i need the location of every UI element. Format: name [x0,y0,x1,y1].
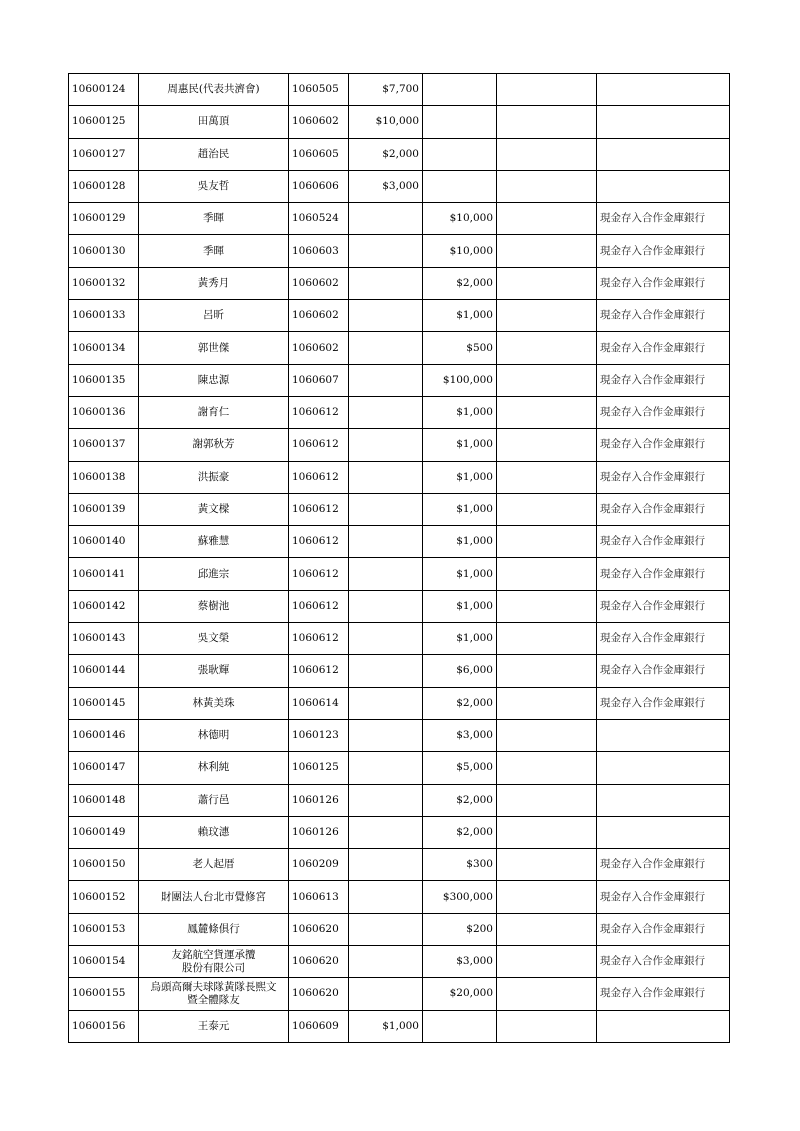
amount-cell [349,429,423,461]
blank-cell [497,655,597,687]
amount-cell [349,719,423,751]
donor-name-cell: 賴玟潓 [139,816,289,848]
amount-deposit-cell: $300,000 [423,881,497,913]
amount-deposit-cell: $1,000 [423,526,497,558]
date-cell: 1060612 [289,526,349,558]
receipt-number-cell: 10600136 [69,396,139,428]
amount-deposit-cell: $6,000 [423,655,497,687]
remark-cell [597,784,730,816]
amount-cell [349,203,423,235]
table-row [69,913,730,945]
amount-deposit-cell [423,170,497,202]
date-cell: 1060505 [289,74,349,106]
donor-name-cell: 洪振豪 [139,461,289,493]
donor-name-cell: 林德明 [139,719,289,751]
receipt-number-cell: 10600130 [69,235,139,267]
remark-cell: 現金存入合作金庫銀行 [597,493,730,525]
blank-cell [497,946,597,978]
table-row [69,364,730,396]
remark-cell [597,106,730,138]
receipt-number-cell: 10600143 [69,623,139,655]
blank-cell [497,396,597,428]
amount-deposit-cell: $2,000 [423,816,497,848]
amount-cell: $10,000 [349,106,423,138]
amount-deposit-cell: $3,000 [423,719,497,751]
receipt-number-cell: 10600140 [69,526,139,558]
amount-cell [349,493,423,525]
table-row [69,978,730,1010]
remark-cell: 現金存入合作金庫銀行 [597,526,730,558]
remark-cell: 現金存入合作金庫銀行 [597,881,730,913]
blank-cell [497,849,597,881]
amount-deposit-cell: $10,000 [423,203,497,235]
amount-deposit-cell: $1,000 [423,300,497,332]
blank-cell [497,429,597,461]
date-cell: 1060524 [289,203,349,235]
donor-name-cell: 王泰元 [139,1010,289,1042]
amount-cell [349,396,423,428]
amount-cell [349,300,423,332]
remark-cell: 現金存入合作金庫銀行 [597,913,730,945]
receipt-number-cell: 10600146 [69,719,139,751]
amount-deposit-cell: $3,000 [423,946,497,978]
remark-cell [597,816,730,848]
table-row [69,461,730,493]
table-row [69,623,730,655]
donor-name-cell: 林黃美珠 [139,687,289,719]
date-cell: 1060602 [289,332,349,364]
remark-cell [597,719,730,751]
table-row [69,106,730,138]
amount-deposit-cell: $1,000 [423,493,497,525]
amount-cell [349,364,423,396]
amount-cell [349,849,423,881]
date-cell: 1060612 [289,590,349,622]
receipt-number-cell: 10600137 [69,429,139,461]
receipt-number-cell: 10600129 [69,203,139,235]
remark-cell: 現金存入合作金庫銀行 [597,978,730,1010]
amount-cell [349,784,423,816]
donor-name-cell: 烏頭高爾夫球隊黃隊長熙文 暨全體隊友 [139,978,289,1010]
blank-cell [497,881,597,913]
amount-deposit-cell [423,1010,497,1042]
amount-deposit-cell: $100,000 [423,364,497,396]
amount-cell: $7,700 [349,74,423,106]
receipt-number-cell: 10600138 [69,461,139,493]
remark-cell: 現金存入合作金庫銀行 [597,332,730,364]
amount-deposit-cell: $2,000 [423,687,497,719]
donor-name-cell: 友銘航空貨運承攬 股份有限公司 [139,946,289,978]
donor-name-cell: 蘇雅慧 [139,526,289,558]
donor-name-cell: 周惠民(代表共濟會) [139,74,289,106]
remark-cell: 現金存入合作金庫銀行 [597,558,730,590]
receipt-number-cell: 10600142 [69,590,139,622]
date-cell: 1060126 [289,784,349,816]
amount-cell [349,946,423,978]
remark-cell: 現金存入合作金庫銀行 [597,687,730,719]
donor-name-cell: 趙治民 [139,138,289,170]
receipt-number-cell: 10600133 [69,300,139,332]
remark-cell: 現金存入合作金庫銀行 [597,429,730,461]
remark-cell: 現金存入合作金庫銀行 [597,396,730,428]
receipt-number-cell: 10600147 [69,752,139,784]
receipt-number-cell: 10600149 [69,816,139,848]
blank-cell [497,590,597,622]
amount-cell: $2,000 [349,138,423,170]
donor-name-cell: 季暉 [139,235,289,267]
amount-cell [349,461,423,493]
receipt-number-cell: 10600124 [69,74,139,106]
amount-deposit-cell: $300 [423,849,497,881]
amount-cell [349,332,423,364]
amount-deposit-cell: $2,000 [423,784,497,816]
blank-cell [497,752,597,784]
amount-deposit-cell [423,106,497,138]
date-cell: 1060612 [289,623,349,655]
table-row [69,655,730,687]
receipt-number-cell: 10600141 [69,558,139,590]
date-cell: 1060606 [289,170,349,202]
table-row [69,816,730,848]
donor-name-cell: 田萬頂 [139,106,289,138]
amount-deposit-cell: $500 [423,332,497,364]
blank-cell [497,816,597,848]
blank-cell [497,526,597,558]
amount-cell [349,816,423,848]
date-cell: 1060603 [289,235,349,267]
date-cell: 1060612 [289,396,349,428]
table-row [69,267,730,299]
donor-name-cell: 呂昕 [139,300,289,332]
donor-name-cell: 郭世傑 [139,332,289,364]
table-row [69,138,730,170]
blank-cell [497,978,597,1010]
date-cell: 1060209 [289,849,349,881]
receipt-number-cell: 10600139 [69,493,139,525]
table-row [69,396,730,428]
remark-cell [597,138,730,170]
amount-deposit-cell: $1,000 [423,558,497,590]
amount-deposit-cell [423,74,497,106]
remark-cell: 現金存入合作金庫銀行 [597,300,730,332]
remark-cell [597,752,730,784]
table-row [69,752,730,784]
blank-cell [497,719,597,751]
blank-cell [497,364,597,396]
amount-cell [349,752,423,784]
amount-deposit-cell: $200 [423,913,497,945]
table-body [69,74,730,1043]
receipt-number-cell: 10600125 [69,106,139,138]
remark-cell: 現金存入合作金庫銀行 [597,364,730,396]
date-cell: 1060602 [289,267,349,299]
donor-name-cell: 謝育仁 [139,396,289,428]
blank-cell [497,300,597,332]
amount-deposit-cell: $1,000 [423,590,497,622]
blank-cell [497,913,597,945]
date-cell: 1060607 [289,364,349,396]
date-cell: 1060602 [289,106,349,138]
remark-cell: 現金存入合作金庫銀行 [597,267,730,299]
amount-cell [349,978,423,1010]
date-cell: 1060612 [289,493,349,525]
amount-cell [349,687,423,719]
donor-name-cell: 謝郭秋芳 [139,429,289,461]
donor-name-cell: 黃文樑 [139,493,289,525]
blank-cell [497,203,597,235]
blank-cell [497,332,597,364]
amount-cell [349,881,423,913]
date-cell: 1060620 [289,946,349,978]
blank-cell [497,138,597,170]
donor-name-cell: 吳文榮 [139,623,289,655]
amount-deposit-cell: $1,000 [423,623,497,655]
amount-deposit-cell: $2,000 [423,267,497,299]
date-cell: 1060612 [289,655,349,687]
amount-deposit-cell: $5,000 [423,752,497,784]
date-cell: 1060614 [289,687,349,719]
donor-name-cell: 財團法人台北市覺修宮 [139,881,289,913]
receipt-number-cell: 10600156 [69,1010,139,1042]
remark-cell: 現金存入合作金庫銀行 [597,655,730,687]
blank-cell [497,493,597,525]
receipt-number-cell: 10600148 [69,784,139,816]
remark-cell [597,1010,730,1042]
amount-cell [349,655,423,687]
remark-cell: 現金存入合作金庫銀行 [597,590,730,622]
table-row [69,784,730,816]
donor-name-cell: 張耿輝 [139,655,289,687]
date-cell: 1060613 [289,881,349,913]
table-row [69,881,730,913]
table-row [69,429,730,461]
remark-cell: 現金存入合作金庫銀行 [597,946,730,978]
amount-deposit-cell: $1,000 [423,461,497,493]
date-cell: 1060620 [289,978,349,1010]
amount-cell [349,558,423,590]
receipt-number-cell: 10600145 [69,687,139,719]
remark-cell: 現金存入合作金庫銀行 [597,203,730,235]
receipt-number-cell: 10600135 [69,364,139,396]
blank-cell [497,235,597,267]
table-row [69,526,730,558]
table-row [69,74,730,106]
table-row [69,235,730,267]
blank-cell [497,784,597,816]
amount-deposit-cell: $10,000 [423,235,497,267]
table-row [69,558,730,590]
amount-deposit-cell: $1,000 [423,396,497,428]
receipt-number-cell: 10600155 [69,978,139,1010]
amount-cell [349,590,423,622]
amount-cell [349,235,423,267]
donor-name-cell: 林利純 [139,752,289,784]
receipt-number-cell: 10600154 [69,946,139,978]
date-cell: 1060612 [289,558,349,590]
amount-deposit-cell: $20,000 [423,978,497,1010]
date-cell: 1060123 [289,719,349,751]
receipt-number-cell: 10600134 [69,332,139,364]
date-cell: 1060620 [289,913,349,945]
blank-cell [497,623,597,655]
amount-cell [349,623,423,655]
amount-deposit-cell [423,138,497,170]
donor-name-cell: 老人起厝 [139,849,289,881]
donor-name-cell: 蕭行邑 [139,784,289,816]
donor-name-cell: 鳳麓條俱行 [139,913,289,945]
amount-cell: $1,000 [349,1010,423,1042]
date-cell: 1060126 [289,816,349,848]
receipt-number-cell: 10600128 [69,170,139,202]
blank-cell [497,1010,597,1042]
amount-cell [349,267,423,299]
donation-table [68,73,730,1043]
receipt-number-cell: 10600150 [69,849,139,881]
receipt-number-cell: 10600127 [69,138,139,170]
table-row [69,687,730,719]
blank-cell [497,267,597,299]
table-row [69,849,730,881]
blank-cell [497,687,597,719]
amount-deposit-cell: $1,000 [423,429,497,461]
remark-cell: 現金存入合作金庫銀行 [597,461,730,493]
amount-cell: $3,000 [349,170,423,202]
remark-cell [597,170,730,202]
receipt-number-cell: 10600152 [69,881,139,913]
blank-cell [497,74,597,106]
table-row [69,719,730,751]
date-cell: 1060602 [289,300,349,332]
table-row [69,170,730,202]
blank-cell [497,106,597,138]
blank-cell [497,558,597,590]
table-row [69,203,730,235]
table-row [69,332,730,364]
date-cell: 1060612 [289,461,349,493]
blank-cell [497,170,597,202]
receipt-number-cell: 10600144 [69,655,139,687]
remark-cell: 現金存入合作金庫銀行 [597,623,730,655]
remark-cell: 現金存入合作金庫銀行 [597,235,730,267]
receipt-number-cell: 10600132 [69,267,139,299]
table-row [69,590,730,622]
amount-cell [349,913,423,945]
amount-cell [349,526,423,558]
donor-name-cell: 吳友哲 [139,170,289,202]
table-row [69,946,730,978]
donor-name-cell: 陳忠源 [139,364,289,396]
date-cell: 1060605 [289,138,349,170]
table-row [69,493,730,525]
date-cell: 1060609 [289,1010,349,1042]
date-cell: 1060125 [289,752,349,784]
remark-cell: 現金存入合作金庫銀行 [597,849,730,881]
donor-name-cell: 黃秀月 [139,267,289,299]
blank-cell [497,461,597,493]
donor-name-cell: 季暉 [139,203,289,235]
donor-name-cell: 蔡樹池 [139,590,289,622]
remark-cell [597,74,730,106]
table-row [69,300,730,332]
table-row [69,1010,730,1042]
donor-name-cell: 邱進宗 [139,558,289,590]
receipt-number-cell: 10600153 [69,913,139,945]
date-cell: 1060612 [289,429,349,461]
